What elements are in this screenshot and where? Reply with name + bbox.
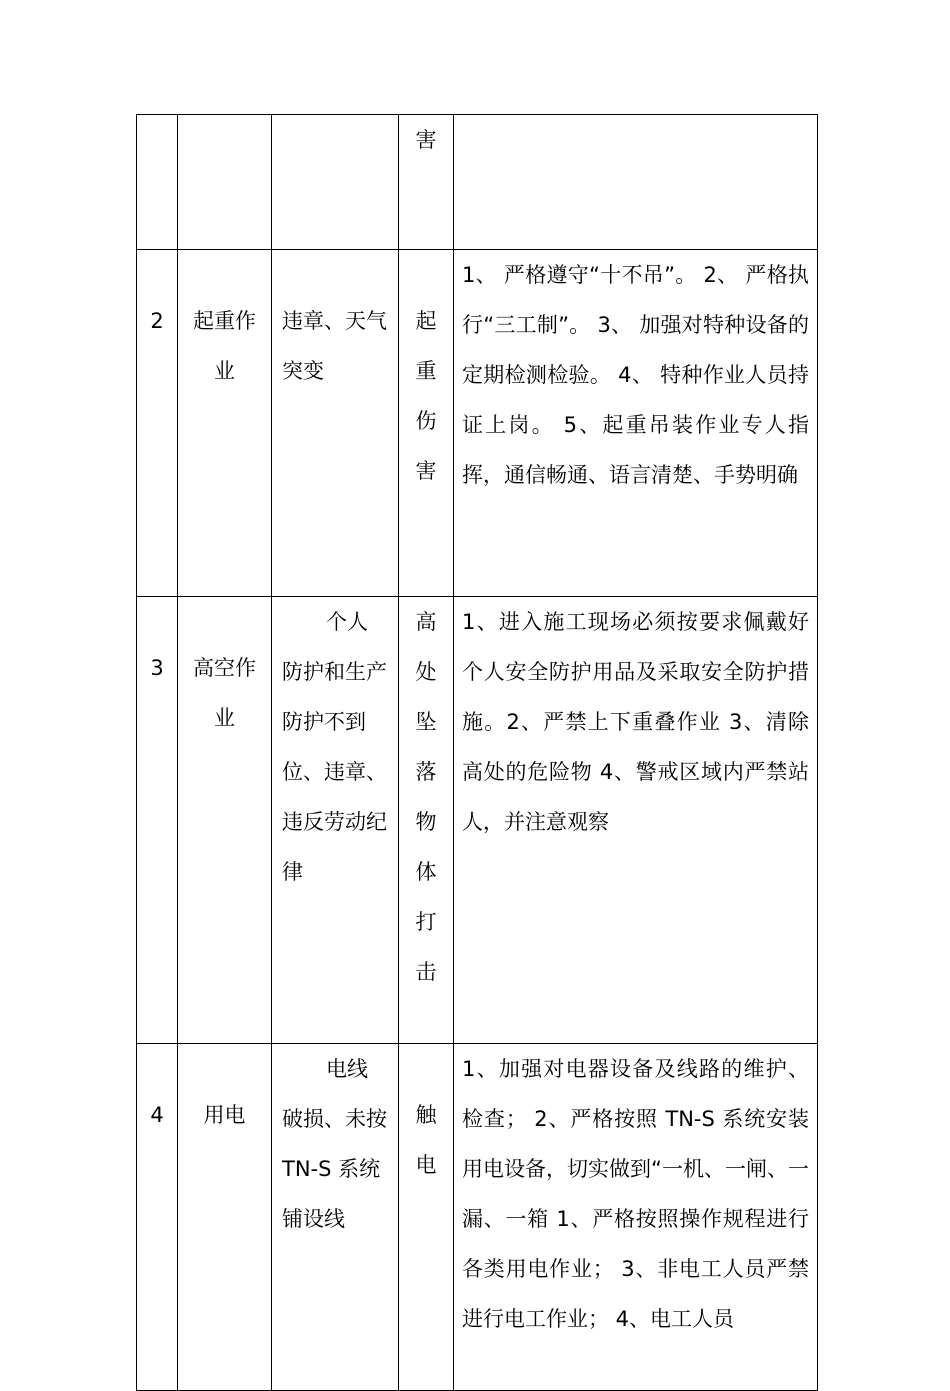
harm-char: 处 <box>415 660 437 684</box>
harm-char: 触 <box>415 1103 437 1127</box>
harm-cell <box>399 597 454 1044</box>
harm-char: 体 <box>415 860 437 884</box>
cause-cell <box>272 1044 399 1391</box>
harm-char: 坠 <box>415 710 437 734</box>
row-number-cell: 4 <box>137 1044 178 1391</box>
measures-cell: 1、加强对电器设备及线路的维护、检查； 2、严格按照 TN-S 系统安装用电设备，切实做到“一机、一闸、一漏、一箱 1、严格按照操作规程进行各类用电作业； 3、非电工人员严禁进行电工作业； 4、电工人员 <box>454 1044 818 1391</box>
risk-measures-table <box>136 114 818 1391</box>
row-number-cell <box>137 115 178 250</box>
table-row <box>137 1044 818 1391</box>
measures-cell <box>454 115 818 250</box>
harm-char: 伤 <box>415 409 437 433</box>
cause-first-line: 电线 <box>326 1057 368 1081</box>
cause-first-line: 个人 <box>326 610 368 634</box>
cause-text: 违章、天气突变 <box>282 309 387 383</box>
harm-char: 电 <box>415 1153 437 1177</box>
harm-char: 害 <box>415 128 437 152</box>
row-number-cell: 3 <box>137 597 178 1044</box>
cause-cell <box>272 250 399 597</box>
work-type-cell: 高空作业 <box>178 597 272 1044</box>
harm-char: 重 <box>415 359 437 383</box>
work-type-cell: 用电 <box>178 1044 272 1391</box>
work-type-cell <box>178 115 272 250</box>
row-number-cell: 2 <box>137 250 178 597</box>
cause-cell <box>272 115 399 250</box>
cause-cell <box>272 597 399 1044</box>
cause-text: 防护和生产防护不到位、违章、违反劳动纪律 <box>282 660 387 884</box>
table-row <box>137 115 818 250</box>
table-row <box>137 597 818 1044</box>
harm-char: 高 <box>415 610 437 634</box>
table-row <box>137 250 818 597</box>
harm-char: 物 <box>415 810 437 834</box>
harm-cell <box>399 250 454 597</box>
harm-char: 起 <box>415 309 437 333</box>
measures-cell: 1、 严格遵守“十不吊”。 2、 严格执行“三工制”。 3、 加强对特种设备的定期检测检验。 4、 特种作业人员持证上岗。 5、起重吊装作业专人指挥，通信畅通、语言清楚、手势明确 <box>454 250 818 597</box>
harm-cell <box>399 1044 454 1391</box>
harm-char: 打 <box>415 910 437 934</box>
harm-char: 击 <box>415 960 437 984</box>
harm-char: 落 <box>415 760 437 784</box>
work-type-cell: 起重作业 <box>178 250 272 597</box>
cause-text: 破损、未按 TN-S 系统铺设线 <box>282 1107 387 1231</box>
harm-cell <box>399 115 454 250</box>
harm-char: 害 <box>415 459 437 483</box>
measures-cell: 1、进入施工现场必须按要求佩戴好个人安全防护用品及采取安全防护措施。2、严禁上下重叠作业 3、清除高处的危险物 4、警戒区域内严禁站人，并注意观察 <box>454 597 818 1044</box>
